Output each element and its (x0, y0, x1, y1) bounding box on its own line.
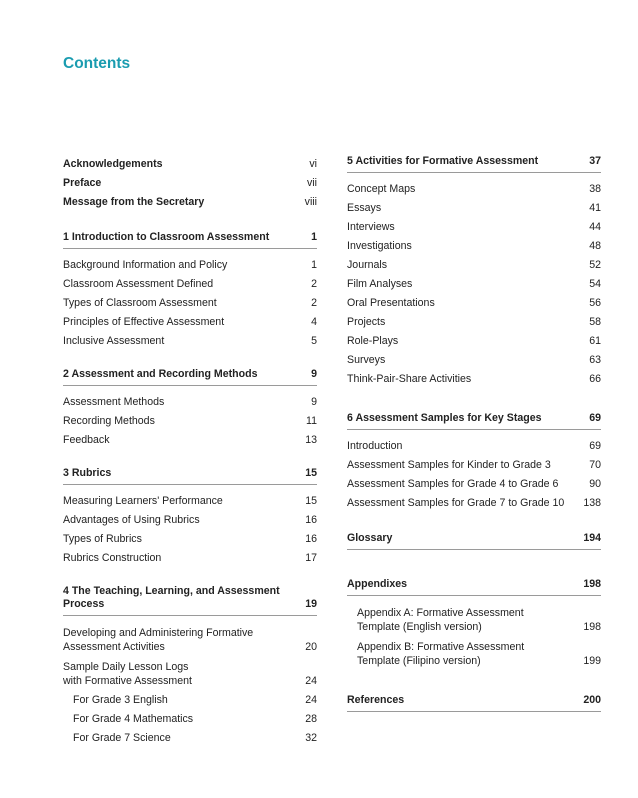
chapter-title: 2 Assessment and Recording Methods (63, 368, 258, 380)
chapter-title: Glossary (347, 532, 393, 544)
chapter-page: 9 (311, 368, 317, 380)
toc-entry-page: 138 (583, 497, 601, 509)
chapter-page: 198 (583, 578, 601, 590)
toc-entry-preface[interactable] (63, 177, 317, 190)
toc-entry-page: 44 (589, 221, 601, 233)
toc-entry[interactable] (63, 495, 317, 508)
toc-entry-label: Measuring Learners' Performance (63, 495, 223, 507)
toc-entry-label: Concept Maps (347, 183, 416, 195)
chapter-title: References (347, 694, 405, 706)
toc-entry[interactable] (347, 202, 601, 215)
chapter-title: Appendixes (347, 578, 408, 590)
toc-entry-page: 198 (583, 621, 601, 633)
toc-entry-label: For Grade 4 Mathematics (73, 713, 194, 725)
toc-entry-label: Assessment Samples for Grade 4 to Grade 6 (347, 478, 559, 490)
toc-entry-page: 70 (589, 459, 601, 471)
toc-entry[interactable] (347, 640, 601, 668)
toc-entry-page: 4 (311, 316, 317, 328)
toc-entry-page: 69 (589, 440, 601, 452)
toc-entry[interactable] (347, 478, 601, 491)
page-title: Contents (63, 55, 131, 72)
toc-entry-label: Principles of Effective Assessment (63, 316, 225, 328)
toc-entry[interactable] (63, 278, 317, 291)
chapter-page: 200 (583, 694, 601, 706)
toc-entry-label: Journals (347, 259, 388, 271)
toc-entry-page: 16 (305, 514, 317, 526)
chapter-page: 15 (305, 467, 317, 479)
toc-entry-page: 38 (589, 183, 601, 195)
toc-entry-page: 58 (589, 316, 601, 328)
toc-references-heading[interactable] (347, 694, 601, 712)
toc-left-column (63, 158, 317, 751)
toc-appendixes-heading[interactable] (347, 578, 601, 596)
toc-entry-label (357, 640, 524, 668)
toc-entry-label: Preface (63, 177, 102, 189)
toc-entry-label: Feedback (63, 434, 110, 446)
toc-entry[interactable] (347, 278, 601, 291)
toc-entry-page: 54 (589, 278, 601, 290)
toc-entry-label-line2: Template (English version) (357, 621, 482, 633)
chapter-page: 19 (305, 598, 317, 610)
toc-entry-page: 41 (589, 202, 601, 214)
toc-right-column (347, 155, 601, 722)
toc-chapter-3-heading[interactable] (63, 467, 317, 485)
toc-entry-page: 5 (311, 335, 317, 347)
toc-chapter-2-heading[interactable] (63, 368, 317, 386)
toc-entry-page: 28 (305, 713, 317, 725)
toc-entry-label-line2: Assessment Activities (63, 641, 165, 653)
toc-entry-label: Projects (347, 316, 386, 328)
toc-entry-label: Assessment Samples for Grade 7 to Grade 10 (347, 497, 565, 509)
toc-entry-page: viii (304, 196, 317, 208)
toc-entry-page: 13 (305, 434, 317, 446)
chapter-title: 1 Introduction to Classroom Assessment (63, 231, 270, 243)
toc-entry-label: Role-Plays (347, 335, 399, 347)
toc-entry-label: Assessment Methods (63, 396, 165, 408)
toc-entry-label: Essays (347, 202, 382, 214)
toc-entry-label: Recording Methods (63, 415, 155, 427)
toc-entry-page: 20 (305, 641, 317, 653)
toc-entry-page: 52 (589, 259, 601, 271)
toc-entry-label (63, 626, 253, 654)
toc-chapter-5-heading[interactable] (347, 155, 601, 173)
toc-entry-page: vi (309, 158, 317, 170)
toc-entry-page: 1 (311, 259, 317, 271)
chapter-title: 5 Activities for Formative Assessment (347, 155, 539, 167)
toc-entry-label: Background Information and Policy (63, 259, 228, 271)
toc-entry-label: Rubrics Construction (63, 552, 162, 564)
toc-entry-page: vii (306, 177, 317, 189)
toc-entry[interactable] (63, 626, 317, 654)
toc-entry-label-line1: Appendix A: Formative Assessment (357, 607, 524, 619)
toc-entry-page: 63 (589, 354, 601, 366)
toc-entry-label: Assessment Samples for Kinder to Grade 3 (347, 459, 551, 471)
toc-entry[interactable] (347, 440, 601, 453)
toc-entry-label-line1: Sample Daily Lesson Logs (63, 661, 189, 673)
toc-entry-label: Film Analyses (347, 278, 413, 290)
toc-entry-page: 199 (583, 655, 601, 667)
chapter-page: 37 (589, 155, 601, 167)
toc-entry-label-line2: with Formative Assessment (63, 675, 192, 687)
toc-entry-label: Surveys (347, 354, 386, 366)
toc-entry[interactable] (63, 660, 317, 688)
toc-entry[interactable] (63, 259, 317, 272)
chapter-page: 69 (589, 412, 601, 424)
toc-entry-page: 2 (311, 297, 317, 309)
toc-entry-label: For Grade 7 Science (73, 732, 171, 744)
chapter-title: 4 The Teaching, Learning, and Assessment Process (63, 585, 280, 610)
toc-subentry[interactable] (63, 694, 317, 707)
toc-entry[interactable] (347, 459, 601, 472)
toc-entry[interactable] (347, 606, 601, 634)
toc-entry-acknowledgements[interactable] (63, 158, 317, 171)
toc-entry-page: 32 (305, 732, 317, 744)
toc-entry-label: Types of Rubrics (63, 533, 142, 545)
chapter-page: 194 (583, 532, 601, 544)
toc-entry[interactable] (63, 533, 317, 546)
toc-entry[interactable] (347, 297, 601, 310)
toc-entry[interactable] (347, 316, 601, 329)
toc-entry-page: 24 (305, 694, 317, 706)
toc-entry[interactable] (347, 354, 601, 367)
toc-entry-label: For Grade 3 English (73, 694, 168, 706)
toc-entry-page: 16 (305, 533, 317, 545)
toc-entry-label: Message from the Secretary (63, 196, 205, 208)
toc-entry[interactable] (63, 297, 317, 310)
toc-entry[interactable] (347, 183, 601, 196)
toc-entry-page: 11 (306, 415, 317, 427)
toc-entry-label: Introduction (347, 440, 403, 452)
toc-entry-label (357, 606, 524, 634)
toc-entry-page: 56 (589, 297, 601, 309)
toc-chapter-1-heading[interactable] (63, 231, 317, 249)
toc-entry-page: 17 (305, 552, 317, 564)
toc-entry-page: 9 (311, 396, 317, 408)
toc-entry-label: Types of Classroom Assessment (63, 297, 217, 309)
toc-entry[interactable] (347, 240, 601, 253)
toc-entry-label: Classroom Assessment Defined (63, 278, 214, 290)
toc-chapter-6-heading[interactable] (347, 412, 601, 430)
toc-entry-label: Investigations (347, 240, 412, 252)
chapter-title: 3 Rubrics (63, 467, 112, 479)
toc-entry-page: 48 (589, 240, 601, 252)
toc-entry-page: 61 (589, 335, 601, 347)
toc-entry-message[interactable] (63, 196, 317, 209)
toc-entry-label-line1: Developing and Administering Formative (63, 627, 254, 639)
toc-glossary-heading[interactable] (347, 532, 601, 550)
toc-entry-label: Oral Presentations (347, 297, 435, 309)
toc-entry[interactable] (63, 514, 317, 527)
toc-entry-label: Acknowledgements (63, 158, 163, 170)
toc-entry-label: Advantages of Using Rubrics (63, 514, 200, 526)
chapter-page: 1 (311, 231, 317, 243)
toc-entry-page: 66 (589, 373, 601, 385)
toc-subentry[interactable] (63, 713, 317, 726)
toc-entry[interactable] (347, 221, 601, 234)
toc-entry-label (63, 660, 192, 688)
toc-entry-label: Think-Pair-Share Activities (347, 373, 472, 385)
toc-entry[interactable] (63, 316, 317, 329)
toc-entry[interactable] (63, 335, 317, 348)
toc-entry-page: 15 (305, 495, 317, 507)
toc-entry[interactable] (63, 434, 317, 447)
toc-entry-page: 90 (589, 478, 601, 490)
toc-entry[interactable] (347, 497, 601, 510)
toc-entry-label-line2: Template (Filipino version) (357, 655, 481, 667)
toc-entry[interactable] (347, 335, 601, 348)
toc-chapter-4-heading[interactable] (63, 585, 317, 616)
toc-entry[interactable] (347, 373, 601, 386)
toc-subentry[interactable] (63, 732, 317, 745)
toc-entry[interactable] (63, 415, 317, 428)
toc-entry-page: 2 (311, 278, 317, 290)
toc-entry[interactable] (63, 396, 317, 409)
toc-entry[interactable] (347, 259, 601, 272)
chapter-title: 6 Assessment Samples for Key Stages (347, 412, 542, 424)
toc-entry-page: 24 (305, 675, 317, 687)
toc-entry[interactable] (63, 552, 317, 565)
toc-entry-label: Inclusive Assessment (63, 335, 165, 347)
toc-entry-label: Interviews (347, 221, 395, 233)
toc-entry-label-line1: Appendix B: Formative Assessment (357, 641, 525, 653)
